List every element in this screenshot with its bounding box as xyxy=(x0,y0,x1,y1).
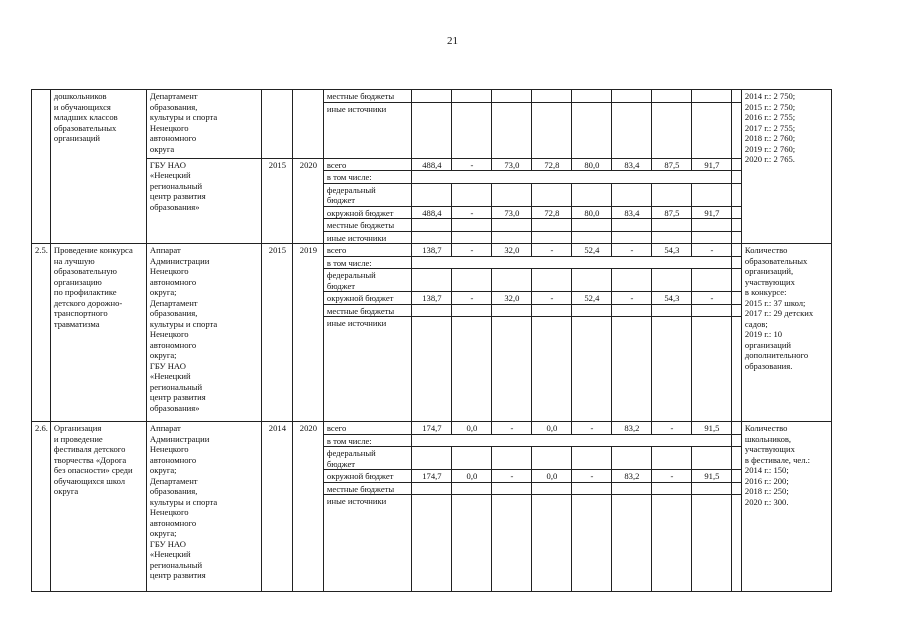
value-cell: 0,0 xyxy=(531,422,571,435)
value-cell xyxy=(611,219,651,232)
value-cell: 488,4 xyxy=(411,158,451,171)
value-cell: 52,4 xyxy=(571,244,611,257)
spacer-cell xyxy=(731,219,741,232)
value-cell xyxy=(651,482,691,495)
value-cell xyxy=(451,304,491,317)
value-cell xyxy=(571,317,611,422)
activity-2-5-row xyxy=(32,244,832,257)
funding-source: федеральный бюджет xyxy=(323,269,411,292)
year-end: 2020 xyxy=(292,158,323,244)
spacer-cell xyxy=(731,171,741,184)
value-cell xyxy=(451,219,491,232)
executor: ГБУ НАО «Ненецкий региональный центр развития образования» xyxy=(146,158,261,244)
value-cell: 73,0 xyxy=(491,158,531,171)
value-cell xyxy=(571,482,611,495)
value-cell xyxy=(691,495,731,592)
value-cell: 91,5 xyxy=(691,470,731,483)
funding-source: иные источники xyxy=(323,102,411,158)
value-cell xyxy=(691,102,731,158)
value-cell xyxy=(651,102,691,158)
spacer-cell xyxy=(731,422,741,435)
value-cell xyxy=(531,90,571,103)
value-cell: 72,8 xyxy=(531,206,571,219)
value-cell: 91,5 xyxy=(691,422,731,435)
funding-source: в том числе: xyxy=(323,171,411,184)
value-cell xyxy=(531,219,571,232)
value-cell xyxy=(451,90,491,103)
value-cell: - xyxy=(451,206,491,219)
value-cell xyxy=(691,269,731,292)
spacer-cell xyxy=(731,304,741,317)
spacer-cell xyxy=(731,183,741,206)
value-cell xyxy=(571,183,611,206)
page-number: 21 xyxy=(447,35,458,47)
spacer-cell xyxy=(731,470,741,483)
value-cell xyxy=(411,434,731,447)
value-cell xyxy=(451,482,491,495)
result-indicator: Количество школьников, участвующих в фестивале, чел.: 2014 г.: 150; 2016 г.: 200; 2018 г.: 250; 2020 г.: 300. xyxy=(741,422,831,592)
value-cell: - xyxy=(531,244,571,257)
value-cell xyxy=(691,183,731,206)
value-cell: 54,3 xyxy=(651,244,691,257)
value-cell xyxy=(571,495,611,592)
value-cell: 80,0 xyxy=(571,158,611,171)
funding-source: местные бюджеты xyxy=(323,219,411,232)
value-cell xyxy=(491,317,531,422)
year-end xyxy=(292,90,323,159)
value-cell: - xyxy=(531,292,571,305)
value-cell: 52,4 xyxy=(571,292,611,305)
row-number: 2.5. xyxy=(32,244,51,422)
value-cell xyxy=(531,482,571,495)
value-cell xyxy=(651,90,691,103)
value-cell xyxy=(611,90,651,103)
value-cell: 0,0 xyxy=(451,470,491,483)
value-cell xyxy=(531,231,571,244)
value-cell: 32,0 xyxy=(491,244,531,257)
value-cell: 174,7 xyxy=(411,422,451,435)
spacer-cell xyxy=(731,482,741,495)
value-cell xyxy=(411,171,731,184)
value-cell xyxy=(611,102,651,158)
value-cell: 87,5 xyxy=(651,158,691,171)
value-cell xyxy=(491,183,531,206)
funding-source: всего xyxy=(323,422,411,435)
year-start xyxy=(261,90,292,159)
value-cell: 54,3 xyxy=(651,292,691,305)
value-cell xyxy=(411,269,451,292)
value-cell xyxy=(491,231,531,244)
value-cell xyxy=(691,219,731,232)
value-cell xyxy=(411,102,451,158)
value-cell: - xyxy=(451,158,491,171)
year-end: 2020 xyxy=(292,422,323,592)
continuation-row xyxy=(32,90,832,103)
value-cell: 83,2 xyxy=(611,422,651,435)
funding-source: иные источники xyxy=(323,317,411,422)
value-cell: 138,7 xyxy=(411,244,451,257)
funding-source: окружной бюджет xyxy=(323,292,411,305)
value-cell: - xyxy=(491,470,531,483)
value-cell: 87,5 xyxy=(651,206,691,219)
value-cell xyxy=(411,317,451,422)
value-cell xyxy=(531,102,571,158)
value-cell xyxy=(651,304,691,317)
year-start: 2015 xyxy=(261,244,292,422)
year-start: 2015 xyxy=(261,158,292,244)
value-cell xyxy=(691,304,731,317)
funding-source: в том числе: xyxy=(323,256,411,269)
value-cell xyxy=(571,447,611,470)
spacer-cell xyxy=(731,231,741,244)
value-cell xyxy=(651,183,691,206)
value-cell xyxy=(611,495,651,592)
value-cell: 32,0 xyxy=(491,292,531,305)
value-cell xyxy=(611,269,651,292)
value-cell: - xyxy=(491,422,531,435)
value-cell: 73,0 xyxy=(491,206,531,219)
value-cell xyxy=(691,317,731,422)
spacer-cell xyxy=(731,90,741,103)
spacer-cell xyxy=(731,244,741,257)
funding-source: в том числе: xyxy=(323,434,411,447)
gbu-row xyxy=(32,158,832,171)
value-cell xyxy=(531,495,571,592)
value-cell: - xyxy=(611,244,651,257)
value-cell: 80,0 xyxy=(571,206,611,219)
funding-source: местные бюджеты xyxy=(323,482,411,495)
value-cell: - xyxy=(571,470,611,483)
value-cell: - xyxy=(691,292,731,305)
value-cell xyxy=(571,231,611,244)
spacer-cell xyxy=(731,447,741,470)
value-cell: 488,4 xyxy=(411,206,451,219)
value-cell xyxy=(571,269,611,292)
activity-name: Проведение конкурса на лучшую образовательную организацию по профилактике детского дорожно- транспортного травматизма xyxy=(50,244,146,422)
spacer-cell xyxy=(731,434,741,447)
row-number: 2.6. xyxy=(32,422,51,592)
spacer-cell xyxy=(731,292,741,305)
value-cell xyxy=(491,304,531,317)
funding-source: иные источники xyxy=(323,231,411,244)
value-cell: 72,8 xyxy=(531,158,571,171)
value-cell xyxy=(411,256,731,269)
value-cell: - xyxy=(651,422,691,435)
value-cell: - xyxy=(611,292,651,305)
value-cell xyxy=(411,304,451,317)
value-cell xyxy=(651,447,691,470)
executor: Аппарат Администрации Ненецкого автономного округа; Департамент образования, культуры и спорта Ненецкого автономного округа; ГБУ НАО «Ненецкий региональный центр развития xyxy=(146,422,261,592)
value-cell: 0,0 xyxy=(451,422,491,435)
value-cell xyxy=(691,447,731,470)
value-cell xyxy=(451,183,491,206)
result-indicator: Количество образовательных организаций, участвующих в конкурсе: 2015 г.: 37 школ; 2017 г.: 29 детских садов; 2019 г.: 10 организаций дополнительного образования. xyxy=(741,244,831,422)
value-cell xyxy=(491,447,531,470)
spacer-cell xyxy=(731,102,741,158)
row-number xyxy=(32,90,51,244)
value-cell xyxy=(531,447,571,470)
spacer-cell xyxy=(731,269,741,292)
value-cell xyxy=(531,183,571,206)
value-cell xyxy=(491,102,531,158)
value-cell xyxy=(531,269,571,292)
value-cell xyxy=(411,482,451,495)
funding-source: окружной бюджет xyxy=(323,470,411,483)
funding-source: местные бюджеты xyxy=(323,90,411,103)
value-cell xyxy=(411,183,451,206)
value-cell xyxy=(651,231,691,244)
activity-name: Организация и проведение фестиваля детского творчества «Дорога без опасности» среди обучающихся школ округа xyxy=(50,422,146,592)
value-cell xyxy=(451,495,491,592)
value-cell xyxy=(411,495,451,592)
spacer-cell xyxy=(731,256,741,269)
value-cell xyxy=(491,219,531,232)
value-cell: 0,0 xyxy=(531,470,571,483)
value-cell: - xyxy=(691,244,731,257)
value-cell xyxy=(651,269,691,292)
value-cell xyxy=(611,304,651,317)
value-cell xyxy=(651,317,691,422)
value-cell xyxy=(611,317,651,422)
value-cell xyxy=(691,482,731,495)
value-cell xyxy=(451,447,491,470)
funding-source: федеральный бюджет xyxy=(323,183,411,206)
executor: Аппарат Администрации Ненецкого автономного округа; Департамент образования, культуры и спорта Ненецкого автономного округа; ГБУ НАО «Ненецкий региональный центр развития образования» xyxy=(146,244,261,422)
value-cell xyxy=(451,102,491,158)
activity-2-6-row xyxy=(32,422,832,435)
value-cell xyxy=(651,219,691,232)
value-cell: - xyxy=(451,292,491,305)
value-cell xyxy=(411,90,451,103)
executor: Департамент образования, культуры и спорта Ненецкого автономного округа xyxy=(146,90,261,159)
value-cell: 91,7 xyxy=(691,158,731,171)
value-cell xyxy=(491,269,531,292)
funding-source: федеральный бюджет xyxy=(323,447,411,470)
value-cell xyxy=(611,482,651,495)
value-cell xyxy=(651,495,691,592)
value-cell: 83,4 xyxy=(611,158,651,171)
year-end: 2019 xyxy=(292,244,323,422)
value-cell xyxy=(571,90,611,103)
value-cell xyxy=(691,231,731,244)
activity-name: дошкольников и обучающихся младших классов образовательных организаций xyxy=(50,90,146,244)
value-cell xyxy=(531,304,571,317)
spacer-cell xyxy=(731,495,741,592)
value-cell xyxy=(611,447,651,470)
value-cell xyxy=(611,183,651,206)
value-cell xyxy=(451,317,491,422)
value-cell xyxy=(491,482,531,495)
value-cell: 174,7 xyxy=(411,470,451,483)
value-cell xyxy=(491,90,531,103)
value-cell: 138,7 xyxy=(411,292,451,305)
value-cell xyxy=(411,219,451,232)
value-cell xyxy=(531,317,571,422)
spacer-cell xyxy=(731,206,741,219)
value-cell xyxy=(571,102,611,158)
value-cell: 83,4 xyxy=(611,206,651,219)
funding-source: всего xyxy=(323,158,411,171)
value-cell xyxy=(611,231,651,244)
value-cell: 83,2 xyxy=(611,470,651,483)
funding-source: всего xyxy=(323,244,411,257)
funding-source: окружной бюджет xyxy=(323,206,411,219)
value-cell: - xyxy=(651,470,691,483)
value-cell xyxy=(451,269,491,292)
result-indicator: 2014 г.: 2 750; 2015 г.: 2 750; 2016 г.: 2 755; 2017 г.: 2 755; 2018 г.: 2 760; 2019 г.: 2 760; 2020 г.: 2 765. xyxy=(741,90,831,244)
value-cell: 91,7 xyxy=(691,206,731,219)
value-cell: - xyxy=(451,244,491,257)
funding-source: иные источники xyxy=(323,495,411,592)
program-activities-table xyxy=(31,89,832,592)
funding-source: местные бюджеты xyxy=(323,304,411,317)
spacer-cell xyxy=(731,158,741,171)
value-cell xyxy=(451,231,491,244)
value-cell xyxy=(691,90,731,103)
value-cell xyxy=(411,231,451,244)
spacer-cell xyxy=(731,317,741,422)
value-cell xyxy=(571,219,611,232)
value-cell xyxy=(571,304,611,317)
value-cell xyxy=(411,447,451,470)
value-cell: - xyxy=(571,422,611,435)
year-start: 2014 xyxy=(261,422,292,592)
value-cell xyxy=(491,495,531,592)
